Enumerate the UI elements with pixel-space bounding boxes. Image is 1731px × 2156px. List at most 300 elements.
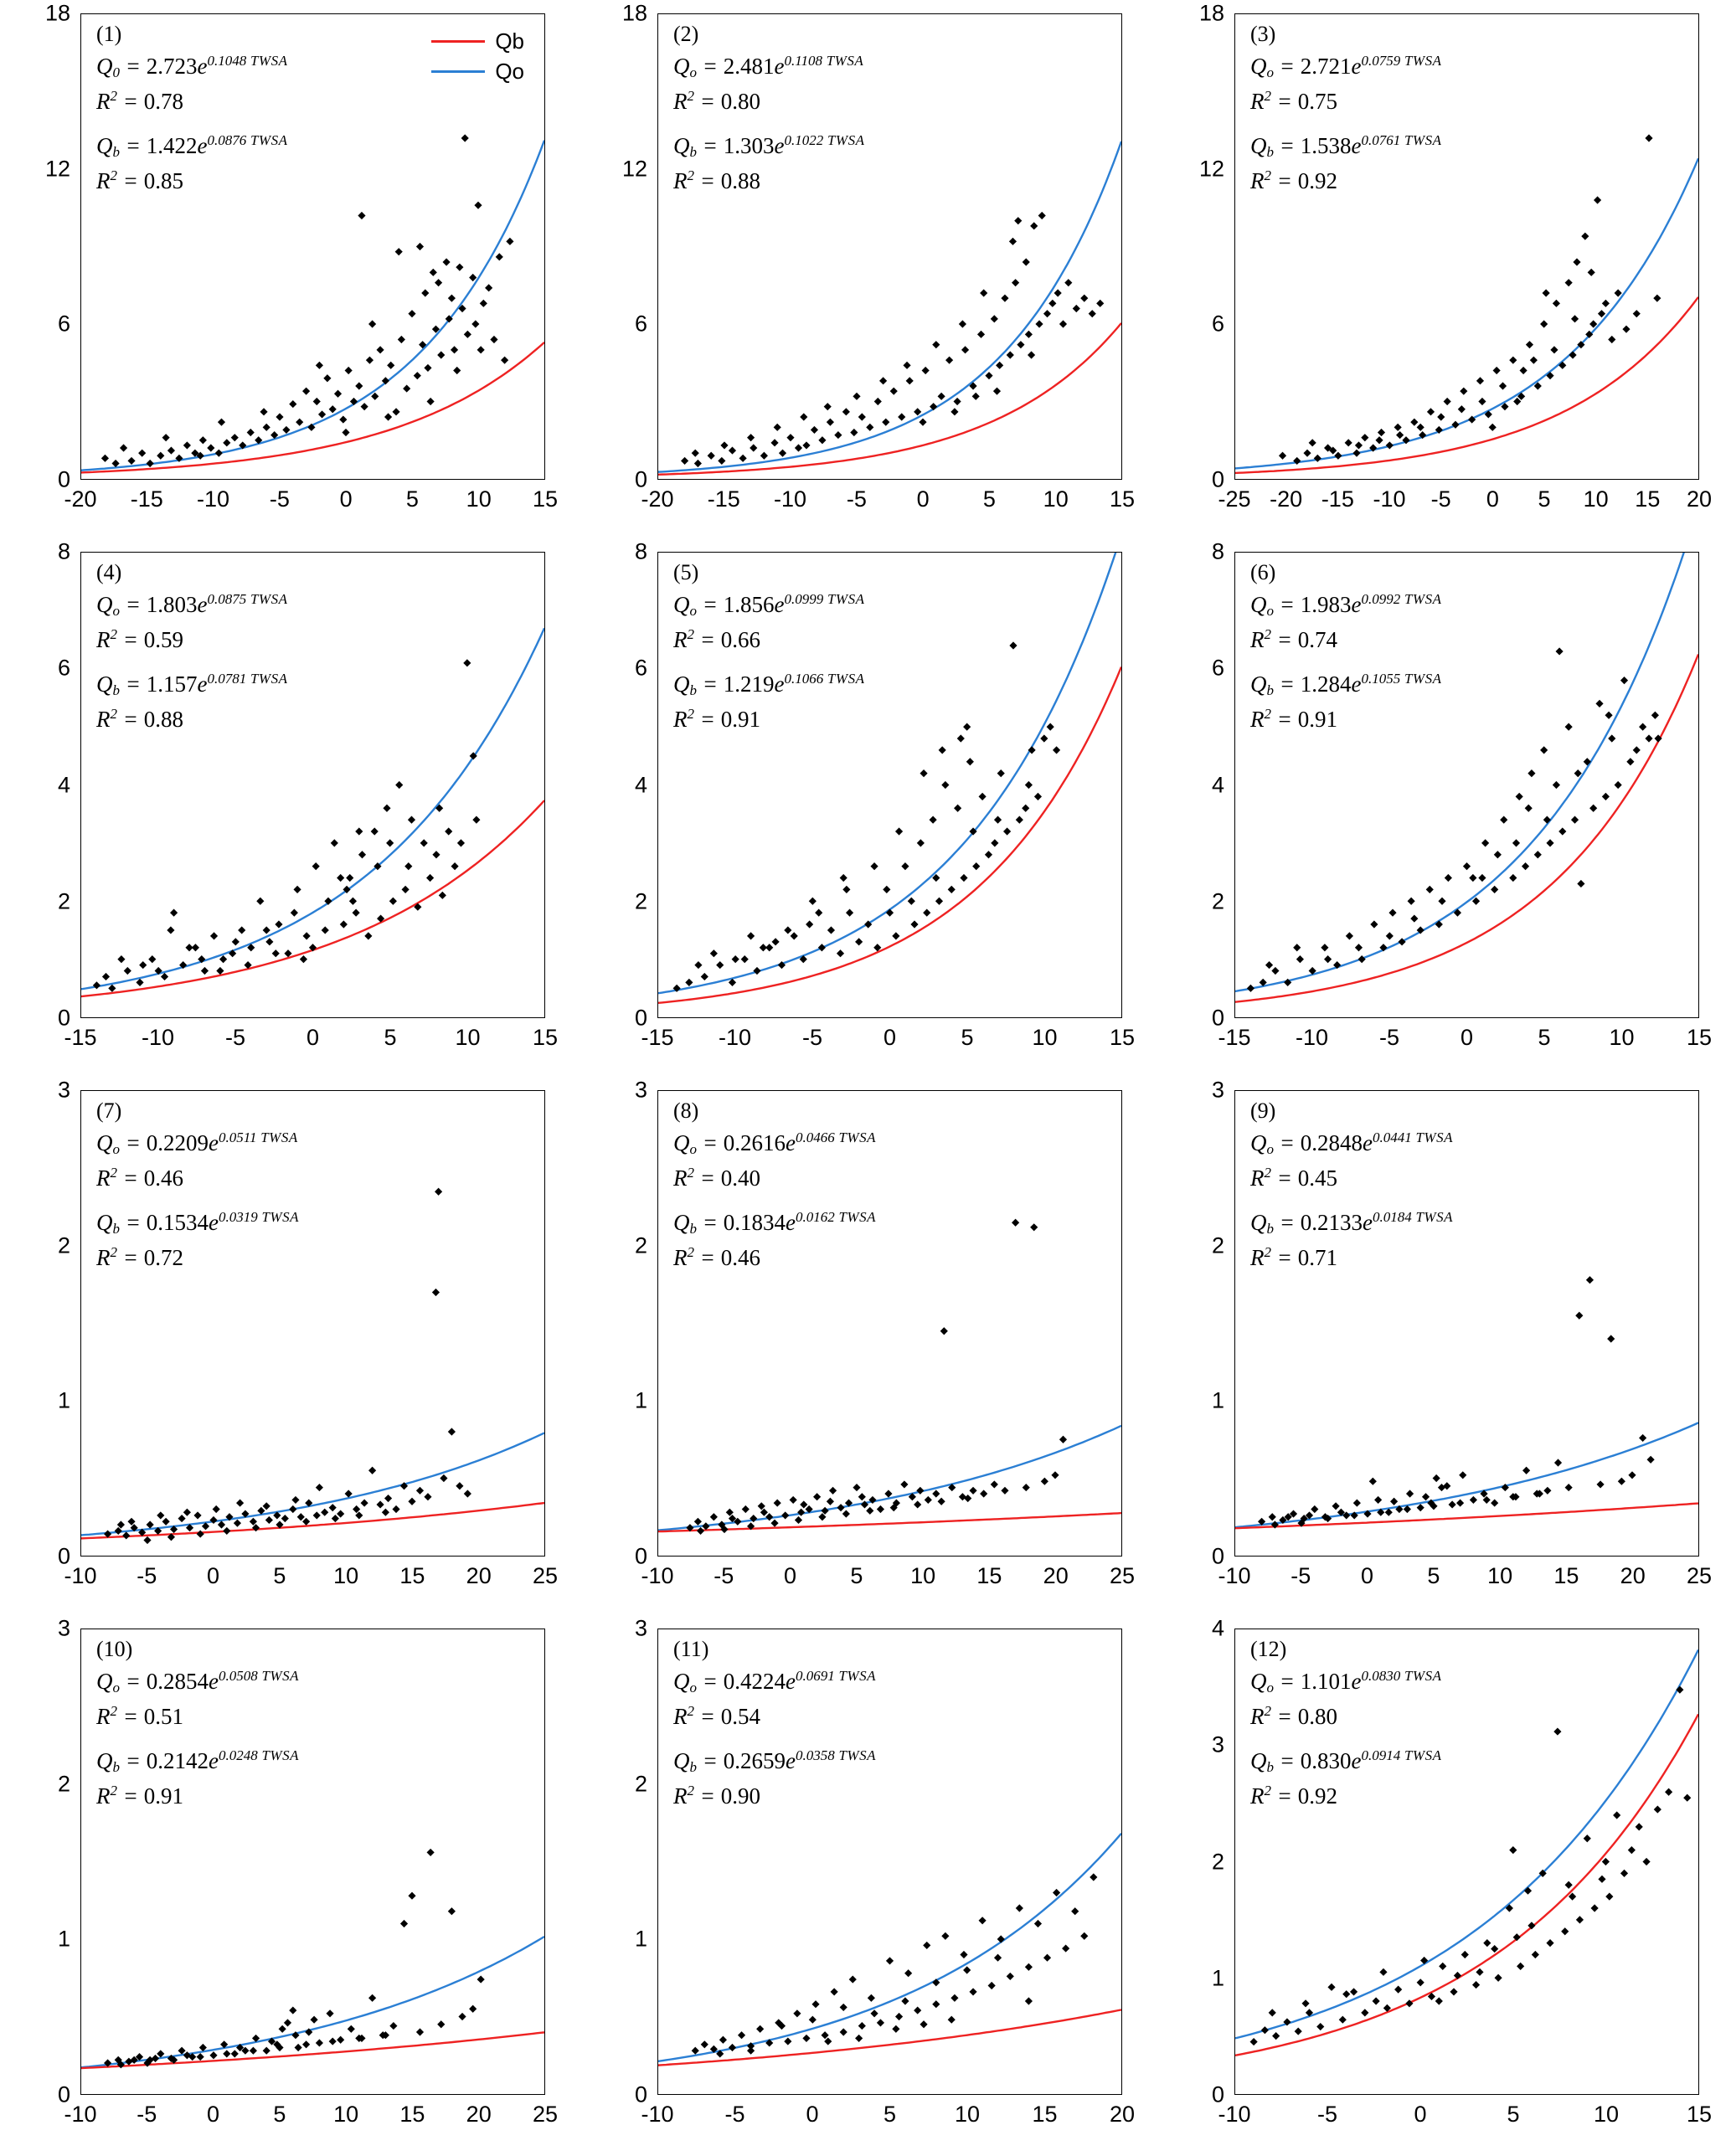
x-tick-label: 0 bbox=[1460, 1025, 1474, 1050]
data-point bbox=[827, 926, 835, 934]
data-point bbox=[977, 331, 985, 338]
data-point bbox=[1296, 955, 1304, 963]
y-tick-label: 4 bbox=[1211, 1615, 1224, 1641]
data-point bbox=[1375, 436, 1383, 444]
data-point bbox=[1595, 700, 1603, 708]
data-point bbox=[1339, 2016, 1347, 2024]
data-point bbox=[1571, 816, 1579, 824]
y-axis-tick-labels bbox=[577, 538, 654, 1031]
x-tick-label: 20 bbox=[1109, 2102, 1136, 2127]
data-point bbox=[914, 1500, 921, 1508]
data-point bbox=[402, 886, 410, 893]
panel-tag: (10) bbox=[96, 1637, 133, 1661]
equation-text: $Q_b = 0.1834e^{0.0162 TWSA}$ bbox=[673, 1209, 876, 1238]
data-point bbox=[143, 1536, 151, 1544]
chart-panel bbox=[1154, 1615, 1731, 2153]
data-point bbox=[263, 424, 270, 431]
data-point bbox=[1016, 1904, 1023, 1912]
y-axis-tick-labels bbox=[1154, 1077, 1231, 1569]
data-point bbox=[1461, 1951, 1469, 1958]
data-point bbox=[1550, 346, 1558, 353]
panel-tag: (6) bbox=[1250, 560, 1276, 584]
data-point bbox=[701, 2040, 708, 2048]
data-point bbox=[1476, 1968, 1483, 1976]
data-point bbox=[849, 1976, 857, 1984]
data-point bbox=[1676, 1686, 1683, 1694]
data-point bbox=[842, 1510, 850, 1517]
equation-text: $Q_o = 2.481e^{0.1108 TWSA}$ bbox=[673, 53, 864, 81]
y-axis-tick-labels bbox=[1154, 1615, 1231, 2107]
data-point bbox=[464, 331, 471, 338]
data-point bbox=[1513, 398, 1521, 405]
data-point bbox=[432, 1289, 440, 1296]
data-point bbox=[874, 398, 882, 405]
annotation-spacer bbox=[673, 1728, 876, 1740]
data-point bbox=[710, 1513, 718, 1521]
data-point bbox=[988, 1982, 996, 1989]
chart-panel bbox=[577, 0, 1154, 538]
chart-panel bbox=[577, 1077, 1154, 1615]
data-point bbox=[1586, 1276, 1594, 1284]
equation-text: $Q_b = 1.303e^{0.1022 TWSA}$ bbox=[673, 132, 865, 161]
y-tick-label: 0 bbox=[634, 1005, 647, 1031]
data-point bbox=[1009, 238, 1017, 245]
data-point bbox=[383, 805, 390, 812]
data-point bbox=[426, 874, 434, 882]
data-point bbox=[1394, 424, 1402, 431]
data-point bbox=[1025, 781, 1033, 789]
data-point bbox=[1540, 320, 1548, 327]
data-point bbox=[1532, 1951, 1539, 1958]
data-point bbox=[1012, 1219, 1019, 1227]
equation-text: $Q_o = 0.2848e^{0.0441 TWSA}$ bbox=[1250, 1129, 1453, 1158]
data-point bbox=[427, 1849, 435, 1856]
data-point bbox=[922, 367, 930, 374]
legend-swatch bbox=[431, 40, 485, 43]
data-point bbox=[1090, 1873, 1097, 1881]
data-point bbox=[296, 419, 303, 426]
data-point bbox=[1476, 377, 1484, 384]
data-point bbox=[784, 926, 791, 934]
data-point bbox=[1355, 944, 1363, 951]
data-point bbox=[275, 920, 282, 928]
data-point bbox=[284, 2019, 291, 2026]
x-tick-label: 15 bbox=[1686, 2102, 1713, 2127]
x-tick-label: 5 bbox=[1538, 1025, 1551, 1050]
y-tick-label: 0 bbox=[57, 1543, 70, 1569]
data-point bbox=[948, 2016, 956, 2024]
fit-curve-qb bbox=[658, 2009, 1121, 2065]
data-point bbox=[1645, 134, 1652, 142]
data-point bbox=[1628, 1846, 1636, 1854]
data-point bbox=[157, 452, 164, 460]
panel-annotations bbox=[1250, 1099, 1453, 1270]
y-tick-label: 6 bbox=[634, 311, 647, 337]
x-tick-label: 10 bbox=[333, 1563, 359, 1588]
plot-frame bbox=[80, 1629, 545, 2095]
data-point bbox=[477, 1976, 485, 1984]
data-point bbox=[932, 1490, 940, 1497]
data-point bbox=[120, 444, 127, 451]
equation-text: $R^2 = 0.54$ bbox=[673, 1703, 760, 1730]
data-point bbox=[1478, 398, 1486, 405]
data-point bbox=[1517, 1963, 1524, 1970]
data-point bbox=[960, 1951, 967, 1958]
data-point bbox=[313, 398, 321, 405]
data-point bbox=[451, 346, 458, 353]
y-axis-tick-labels bbox=[1154, 0, 1231, 492]
y-axis-tick-labels bbox=[0, 538, 77, 1031]
y-tick-label: 4 bbox=[1211, 772, 1224, 797]
data-point bbox=[1080, 1932, 1088, 1940]
data-point bbox=[1272, 2032, 1280, 2040]
data-point bbox=[329, 405, 337, 413]
data-point bbox=[1030, 222, 1038, 229]
data-point bbox=[1499, 382, 1507, 389]
data-point bbox=[1080, 295, 1088, 302]
equation-text: $R^2 = 0.80$ bbox=[1250, 1703, 1337, 1730]
data-point bbox=[368, 1467, 376, 1474]
data-point bbox=[1478, 874, 1486, 882]
data-point bbox=[289, 2007, 296, 2014]
equation-text: $Q_b = 1.157e^{0.0781 TWSA}$ bbox=[96, 671, 288, 699]
x-tick-label: -20 bbox=[64, 486, 97, 512]
panel-annotations bbox=[96, 1638, 299, 1809]
data-point bbox=[316, 2039, 323, 2046]
x-tick-label: -15 bbox=[707, 486, 740, 512]
x-tick-label: -15 bbox=[64, 1025, 97, 1050]
data-point bbox=[414, 372, 421, 379]
data-point bbox=[236, 1500, 244, 1507]
x-tick-label: 0 bbox=[916, 486, 930, 512]
data-point bbox=[1417, 424, 1424, 431]
chart-panel bbox=[0, 1077, 577, 1615]
data-point bbox=[302, 2040, 310, 2048]
data-point bbox=[1665, 1788, 1672, 1796]
data-point bbox=[451, 862, 459, 870]
x-tick-label: -10 bbox=[774, 486, 807, 512]
data-point bbox=[1605, 1893, 1613, 1901]
equation-text: $Q_o = 1.101e^{0.0830 TWSA}$ bbox=[1250, 1668, 1442, 1696]
y-tick-label: 12 bbox=[1198, 156, 1224, 182]
data-point bbox=[1426, 886, 1434, 893]
data-point bbox=[806, 920, 813, 928]
equation-text: $R^2 = 0.92$ bbox=[1250, 1783, 1337, 1809]
data-point bbox=[694, 460, 702, 467]
data-point bbox=[1491, 1500, 1498, 1507]
data-point bbox=[1247, 985, 1254, 992]
data-point bbox=[945, 357, 953, 364]
x-tick-label: 25 bbox=[532, 2102, 559, 2127]
annotation-spacer bbox=[1250, 651, 1441, 663]
data-point bbox=[729, 2044, 736, 2051]
panel-tag: (3) bbox=[1250, 22, 1276, 46]
fit-curve-qb bbox=[81, 1503, 544, 1538]
equation-text: $R^2 = 0.78$ bbox=[96, 88, 183, 115]
data-point bbox=[408, 1498, 415, 1505]
y-tick-label: 2 bbox=[1211, 1849, 1224, 1874]
equation-text: $Q_o = 1.856e^{0.0999 TWSA}$ bbox=[673, 591, 865, 620]
y-tick-label: 3 bbox=[57, 1615, 70, 1641]
data-point bbox=[963, 1966, 971, 1973]
data-point bbox=[1493, 367, 1501, 374]
x-tick-label: 15 bbox=[1032, 2102, 1058, 2127]
data-point bbox=[1062, 1945, 1069, 1953]
data-point bbox=[464, 1490, 471, 1497]
data-point bbox=[178, 2047, 185, 2055]
data-point bbox=[1512, 839, 1520, 846]
data-point bbox=[1509, 874, 1517, 882]
annotation-spacer bbox=[673, 1190, 876, 1201]
data-point bbox=[382, 1509, 389, 1516]
x-tick-label: 0 bbox=[1414, 2102, 1427, 2127]
data-point bbox=[334, 390, 342, 398]
annotation-spacer bbox=[673, 651, 864, 663]
data-point bbox=[866, 1507, 873, 1515]
data-point bbox=[477, 346, 485, 353]
data-point bbox=[870, 862, 878, 870]
y-tick-label: 0 bbox=[57, 1005, 70, 1031]
data-point bbox=[490, 336, 497, 343]
data-point bbox=[207, 444, 214, 451]
x-tick-label: 25 bbox=[532, 1563, 559, 1588]
y-tick-label: 18 bbox=[621, 0, 647, 26]
y-tick-label: 12 bbox=[44, 156, 70, 182]
y-tick-label: 1 bbox=[1211, 1387, 1224, 1413]
data-point bbox=[739, 455, 747, 462]
data-point bbox=[900, 1480, 908, 1488]
data-point bbox=[966, 758, 974, 765]
data-point bbox=[1500, 816, 1507, 824]
data-point bbox=[183, 1509, 191, 1516]
x-axis-tick-labels bbox=[64, 1025, 559, 1053]
data-point bbox=[1370, 920, 1378, 928]
x-tick-label: 5 bbox=[273, 1563, 286, 1588]
equation-text: $R^2 = 0.72$ bbox=[96, 1244, 183, 1271]
plot-area bbox=[1234, 552, 1699, 1018]
y-axis-tick-labels bbox=[0, 1615, 77, 2107]
data-point bbox=[303, 932, 311, 939]
x-tick-label: -20 bbox=[1270, 486, 1303, 512]
data-point bbox=[1622, 326, 1630, 333]
data-point bbox=[1525, 805, 1533, 812]
x-tick-label: -10 bbox=[1373, 486, 1406, 512]
data-point bbox=[1483, 1939, 1491, 1947]
x-tick-label: 15 bbox=[532, 486, 559, 512]
data-point bbox=[1554, 1459, 1562, 1466]
data-point bbox=[331, 839, 338, 846]
x-tick-label: 5 bbox=[273, 2102, 286, 2127]
data-point bbox=[1346, 932, 1353, 939]
equation-text: $R^2 = 0.51$ bbox=[96, 1703, 183, 1730]
data-point bbox=[448, 295, 456, 302]
data-point bbox=[332, 1515, 339, 1522]
data-point bbox=[1324, 955, 1332, 963]
data-point bbox=[1303, 450, 1311, 457]
plot-area bbox=[80, 1090, 545, 1557]
data-point bbox=[250, 2047, 257, 2055]
x-tick-label: -10 bbox=[1218, 1563, 1251, 1588]
data-point bbox=[471, 320, 479, 327]
data-point bbox=[842, 408, 850, 415]
x-tick-label: 0 bbox=[883, 1025, 897, 1050]
data-point bbox=[1608, 734, 1615, 742]
plot-area bbox=[1234, 13, 1699, 480]
data-point bbox=[185, 944, 193, 951]
data-point bbox=[1261, 2026, 1269, 2034]
plot-area bbox=[80, 552, 545, 1018]
data-point bbox=[685, 979, 693, 986]
data-point bbox=[1007, 351, 1014, 358]
data-point bbox=[932, 2000, 940, 2008]
data-point bbox=[361, 1500, 368, 1507]
data-point bbox=[348, 2025, 355, 2033]
y-axis-tick-labels bbox=[577, 1077, 654, 1569]
data-point bbox=[300, 955, 307, 963]
data-point bbox=[1064, 279, 1072, 286]
x-tick-label: 5 bbox=[405, 486, 419, 512]
panel-annotations bbox=[673, 1638, 876, 1809]
data-point bbox=[906, 377, 914, 384]
legend-item bbox=[431, 56, 524, 86]
data-point bbox=[472, 816, 480, 824]
data-point bbox=[1386, 932, 1394, 939]
data-point bbox=[260, 408, 267, 415]
data-point bbox=[938, 393, 945, 400]
data-point bbox=[1524, 1887, 1532, 1895]
data-point bbox=[408, 816, 415, 824]
data-point bbox=[1321, 944, 1328, 951]
data-point bbox=[1575, 1312, 1583, 1320]
data-point bbox=[458, 2013, 466, 2020]
legend-item bbox=[431, 26, 524, 56]
data-point bbox=[1279, 452, 1286, 460]
data-point bbox=[1394, 1986, 1402, 1994]
data-point bbox=[1628, 1471, 1636, 1479]
fit-curve-qb bbox=[81, 800, 544, 996]
data-point bbox=[147, 1521, 154, 1528]
data-point bbox=[979, 1917, 987, 1924]
data-point bbox=[1043, 310, 1051, 317]
data-point bbox=[297, 1513, 305, 1521]
panel-annotations bbox=[1250, 561, 1441, 732]
data-point bbox=[718, 457, 725, 465]
data-point bbox=[1456, 1500, 1464, 1507]
data-point bbox=[1620, 1870, 1628, 1877]
y-tick-label: 3 bbox=[1211, 1731, 1224, 1757]
data-point bbox=[908, 898, 915, 905]
y-tick-label: 0 bbox=[57, 466, 70, 492]
data-point bbox=[960, 874, 967, 882]
data-point bbox=[1047, 723, 1054, 731]
data-point bbox=[162, 1518, 170, 1526]
data-point bbox=[353, 909, 360, 917]
data-point bbox=[770, 439, 778, 446]
data-point bbox=[1369, 1478, 1377, 1485]
data-point bbox=[1023, 258, 1030, 265]
annotation-spacer bbox=[96, 651, 287, 663]
data-point bbox=[1553, 300, 1560, 307]
fit-curve-qb bbox=[658, 323, 1121, 475]
data-point bbox=[747, 932, 755, 939]
data-point bbox=[148, 955, 156, 963]
equation-text: $R^2 = 0.46$ bbox=[96, 1165, 183, 1191]
y-axis-tick-labels bbox=[0, 1077, 77, 1569]
data-point bbox=[1565, 723, 1573, 731]
plot-area bbox=[657, 552, 1122, 1018]
data-point bbox=[279, 2025, 286, 2033]
data-point bbox=[702, 1522, 709, 1530]
data-point bbox=[219, 955, 227, 963]
data-point bbox=[729, 446, 736, 454]
data-point bbox=[802, 2035, 810, 2042]
data-point bbox=[316, 362, 323, 369]
y-axis-tick-labels bbox=[577, 0, 654, 492]
data-point bbox=[199, 436, 207, 444]
y-tick-label: 2 bbox=[634, 1771, 647, 1797]
data-point bbox=[1530, 357, 1538, 364]
equation-text: $R^2 = 0.40$ bbox=[673, 1165, 760, 1191]
panel-tag: (11) bbox=[673, 1637, 709, 1661]
data-point bbox=[1553, 781, 1560, 789]
data-point bbox=[842, 886, 850, 893]
data-point bbox=[355, 827, 363, 835]
equation-text: $R^2 = 0.88$ bbox=[96, 706, 183, 733]
equation-text: $R^2 = 0.91$ bbox=[96, 1783, 183, 1809]
data-point bbox=[1265, 961, 1273, 969]
data-point bbox=[930, 816, 937, 824]
data-point bbox=[951, 1994, 958, 2002]
y-tick-label: 12 bbox=[621, 156, 647, 182]
data-point bbox=[846, 909, 853, 917]
data-point bbox=[1653, 295, 1661, 302]
data-point bbox=[339, 415, 347, 423]
data-point bbox=[951, 408, 958, 415]
y-tick-label: 3 bbox=[634, 1615, 647, 1641]
equation-text: $Q_o = 0.4224e^{0.0691 TWSA}$ bbox=[673, 1668, 876, 1696]
x-tick-label: 15 bbox=[1109, 486, 1136, 512]
plot-frame bbox=[80, 13, 545, 480]
x-tick-label: 0 bbox=[339, 486, 353, 512]
data-point bbox=[1293, 944, 1301, 951]
data-point bbox=[1654, 1805, 1661, 1813]
panel-tag: (5) bbox=[673, 560, 699, 584]
data-point bbox=[1295, 2027, 1302, 2035]
equation-text: $Q_0 = 2.723e^{0.1048 TWSA}$ bbox=[96, 53, 288, 81]
y-tick-label: 0 bbox=[1211, 1543, 1224, 1569]
y-axis-tick-labels bbox=[0, 0, 77, 492]
data-point bbox=[461, 134, 469, 142]
equation-text: $Q_o = 1.983e^{0.0992 TWSA}$ bbox=[1250, 591, 1442, 620]
data-point bbox=[469, 2005, 477, 2013]
data-point bbox=[1608, 336, 1615, 343]
data-point bbox=[1607, 1335, 1615, 1342]
data-point bbox=[858, 1493, 866, 1500]
panel-tag: (9) bbox=[1250, 1099, 1276, 1123]
data-point bbox=[147, 460, 154, 467]
data-point bbox=[1073, 305, 1080, 312]
data-point bbox=[753, 967, 760, 975]
data-point bbox=[1025, 1997, 1033, 2004]
data-point bbox=[1034, 1920, 1042, 1927]
x-tick-label: -15 bbox=[1321, 486, 1354, 512]
data-point bbox=[506, 238, 513, 245]
data-point bbox=[167, 926, 174, 934]
data-point bbox=[747, 2047, 755, 2055]
data-point bbox=[358, 851, 366, 858]
data-point bbox=[932, 341, 940, 348]
data-point bbox=[837, 949, 844, 957]
